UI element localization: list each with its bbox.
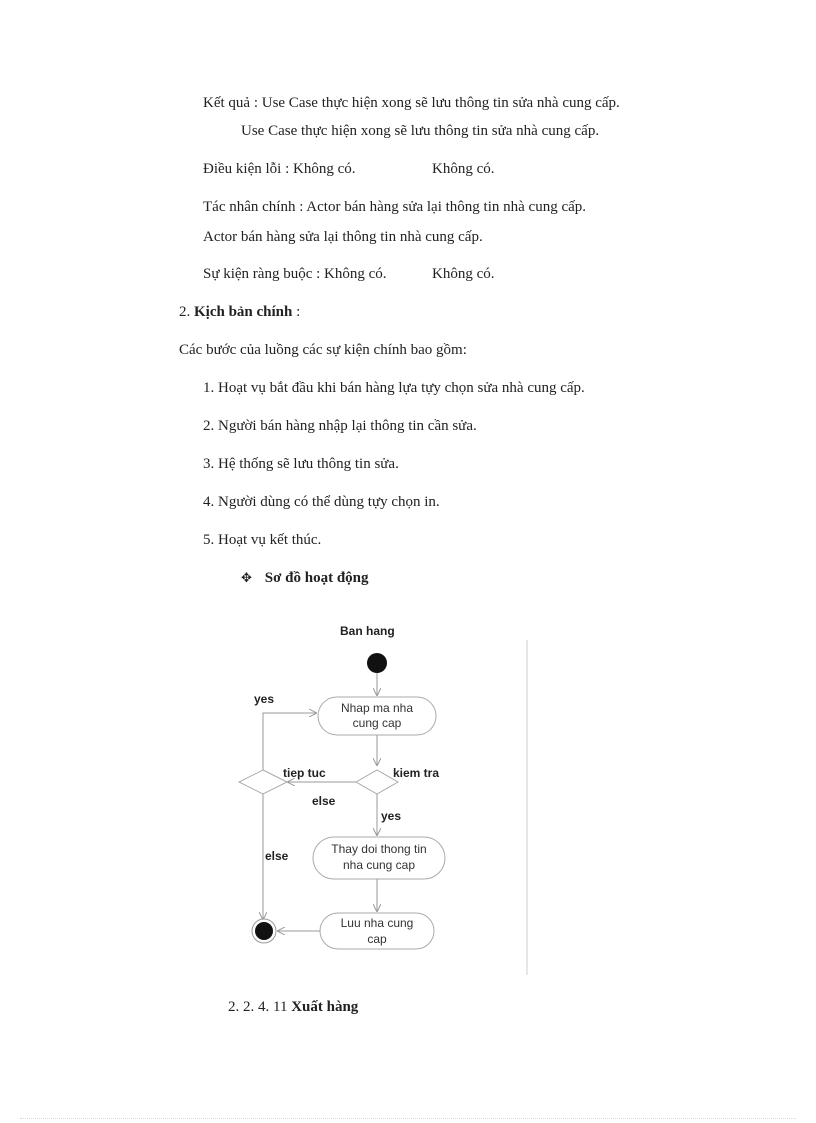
subsection-heading (228, 998, 358, 1016)
guard-label: yes (254, 692, 275, 706)
list-item: 5. Hoạt vụ kết thúc. (203, 532, 322, 548)
list-item: 3. Hệ thống sẽ lưu thông tin sửa. (203, 456, 399, 472)
section-number: 2. (179, 304, 191, 320)
list-item: 4. Người dùng có thể dùng tựy chọn in. (203, 494, 440, 510)
end-node (255, 922, 273, 940)
section-colon: : (296, 304, 301, 320)
diagram-heading-text: Sơ đồ hoạt động (264, 570, 369, 586)
decision-tiep-tuc (239, 770, 287, 794)
guard-label: yes (381, 809, 402, 823)
list-item: 1. Hoạt vụ bắt đầu khi bán hàng lựa tựy chọn sửa nhà cung cấp. (203, 380, 585, 396)
activity-label: cung cap (352, 716, 402, 730)
decision-label: tiep tuc (283, 766, 326, 780)
result-line: Kết quả : Use Case thực hiện xong sẽ lưu thông tin sửa nhà cung cấp. (203, 95, 620, 111)
start-node (367, 653, 387, 673)
subsection-number: 2. 2. 4. 11 (228, 999, 288, 1015)
result-line-repeat: Use Case thực hiện xong sẽ lưu thông tin sửa nhà cung cấp. (241, 123, 600, 139)
page-bottom-border (20, 1118, 796, 1119)
subsection-title: Xuất hàng (291, 999, 359, 1015)
activity-label: nha cung cap (342, 858, 416, 872)
decision-kiem-tra (356, 770, 398, 794)
section-title: Kịch bản chính (194, 304, 293, 320)
activity-label: Luu nha cung (340, 916, 414, 930)
flow-arrow (263, 713, 316, 770)
activity-diagram (230, 615, 540, 980)
activity-label: Thay doi thong tin (331, 842, 427, 856)
activity-label: cap (367, 932, 387, 946)
list-item: 2. Người bán hàng nhập lại thông tin cần sửa. (203, 418, 477, 434)
actor-line-repeat: Actor bán hàng sửa lại thông tin nhà cung cấp. (203, 229, 483, 245)
activity-label: Nhap ma nha (340, 701, 414, 715)
steps-intro: Các bước của luồng các sự kiện chính bao gồm: (179, 342, 467, 358)
error-condition-line: Điều kiện lỗi : Không có. (203, 161, 356, 177)
guard-label: else (265, 849, 289, 863)
constraint-line: Sự kiện ràng buộc : Không có. (203, 266, 387, 282)
section-heading-main-scenario (179, 303, 300, 321)
actor-line: Tác nhân chính : Actor bán hàng sửa lại thông tin nhà cung cấp. (203, 199, 587, 215)
decision-label: kiem tra (393, 766, 440, 780)
constraint-line-repeat: Không có. (432, 266, 495, 282)
error-condition-repeat: Không có. (432, 161, 495, 177)
guard-label: else (312, 794, 336, 808)
diamond-bullet-icon: ✥ (241, 570, 252, 585)
diagram-heading (241, 569, 369, 587)
swimlane-title: Ban hang (340, 624, 395, 638)
